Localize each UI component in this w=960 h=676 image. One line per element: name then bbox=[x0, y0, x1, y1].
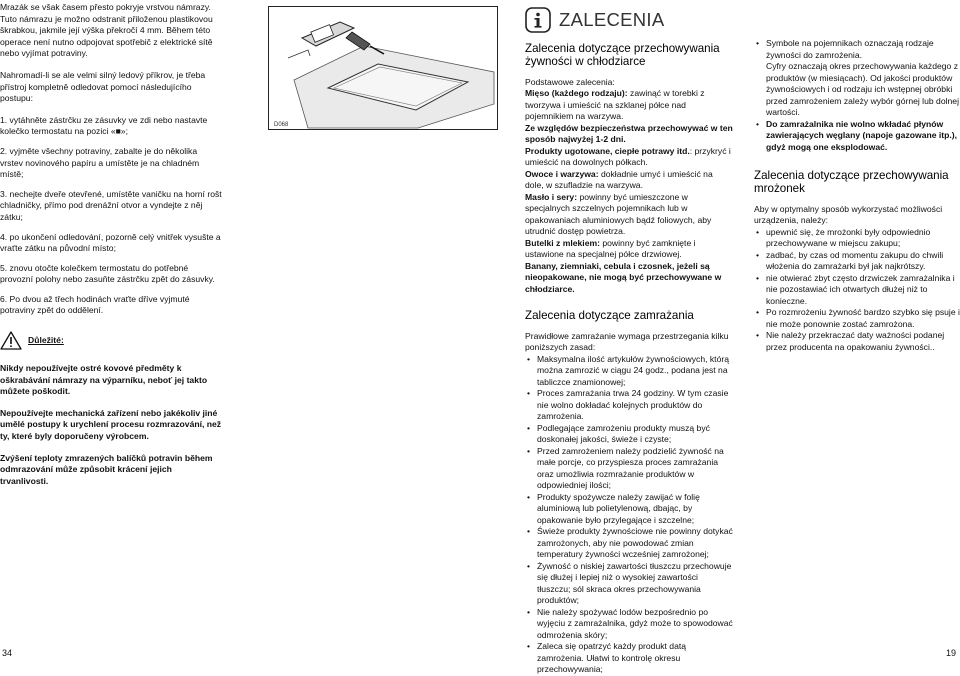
storage-bullet: • zadbać, by czas od momentu zakupu do chwili włożenia do zamrażarki był jak najkrótszy. bbox=[754, 250, 960, 273]
section-header bbox=[525, 6, 733, 34]
step-item: 5. znovu otočte kolečkem termostatu do potřebné provozní polohy nebo zasuňte zástrčku zpět do zásuvky. bbox=[0, 262, 215, 285]
fridge-paragraph bbox=[525, 146, 733, 169]
freeze-bullet: • Żywność o niskiej zawartości tłuszczu przechowuje się dłużej i lepiej niż o wysokiej zawartości tłuszczu; sól skraca okres przechowywania produktów; bbox=[525, 561, 733, 607]
section-title: ZALECENIA bbox=[559, 9, 665, 31]
storage-bullet: • upewnić się, że mrożonki były odpowiednio przechowywane w miejscu zakupu; bbox=[754, 227, 960, 250]
fridge-paragraph bbox=[525, 77, 733, 89]
bold-run: Do zamrażalnika nie wolno wkładać płynów zawierających węglany (napoje gazowane itp.), gdyż mogą one eksplodować. bbox=[766, 118, 958, 152]
defrost-steps bbox=[0, 115, 222, 317]
page-number-right: 19 bbox=[945, 648, 956, 658]
freeze-bullet: • Proces zamrażania trwa 24 godziny. W tym czasie nie wolno dokładać kolejnych produktów do zamrożenia. bbox=[525, 388, 733, 423]
fridge-paragraph bbox=[525, 88, 733, 123]
text-run: Symbole na pojemnikach oznaczają rodzaje żywności do zamrożenia. bbox=[766, 38, 934, 60]
bold-run: Mięso (każdego rodzaju): bbox=[525, 88, 631, 99]
storage-bullet: • Nie należy przekraczać daty ważności podanej przez producenta na opakowaniu żywności.. bbox=[754, 330, 960, 353]
fridge-heading: Zalecenia dotyczące przechowywania żywności w chłodziarce bbox=[525, 42, 720, 69]
freeze-bullet: • Maksymalna ilość artykułów żywnościowych, którą można zamrozić w ciągu 24 godz., podana jest na tabliczce znamionowej; bbox=[525, 354, 733, 389]
fridge-paragraph bbox=[525, 238, 733, 261]
step-item: 2. vyjměte všechny potraviny, zabalte je do několika vrstev novinového papíru a umístěte je na chladném místě; bbox=[0, 145, 200, 180]
fridge-paragraph bbox=[525, 123, 733, 146]
fridge-paragraph bbox=[525, 261, 733, 296]
storage-bullet: • nie otwierać zbyt często drzwiczek zamrażalnika i nie pozostawiać ich otwartych dłużej niż to konieczne. bbox=[754, 273, 960, 308]
important-heading bbox=[0, 331, 222, 350]
continuation-text bbox=[754, 61, 960, 119]
drain-plug-figure bbox=[268, 6, 498, 130]
text-run: zawinąć w torebki z tworzywa i umieścić na szklanej półce nad pojemnikiem na warzywa. bbox=[525, 88, 705, 122]
page-number-left: 34 bbox=[2, 648, 13, 658]
right-column bbox=[754, 38, 960, 353]
text-run: Podstawowe zalecenia: bbox=[525, 76, 615, 87]
freeze-bullet: • Podlegające zamrożeniu produkty muszą być doskonałej jakości, świeże i czyste; bbox=[525, 423, 733, 446]
freeze-bullet: • Nie należy spożywać lodów bezpośrednio po wyjęciu z zamrażalnika, gdyż może to spowodować odmrożenia skóry; bbox=[525, 607, 733, 642]
symbols-list bbox=[754, 38, 960, 153]
freeze-bullet: • Produkty spożywcze należy zawijać w folię aluminiową lub polietylenową, dbając, by opakowanie było przylegające i szczelne; bbox=[525, 492, 733, 527]
warning-paragraph: Nikdy nepoužívejte ostré kovové předměty k oškrabávání námrazy na výparníku, neboť jej takto můžete poškodit. bbox=[0, 363, 208, 397]
text-run: : przykryć i umieścić na dowolnych półkach. bbox=[525, 145, 731, 168]
step-item: 6. Po dvou až třech hodinách vraťte dříve vyjmuté potraviny zpět do oddělení. bbox=[0, 293, 190, 316]
text-run: powinny być umieszczone w specjalnych szczelnych pojemnikach lub w opakowaniach aluminiowych bądź foliowych, aby utrudnić dostęp powietrza. bbox=[525, 191, 712, 237]
step-item: 4. po ukončení odledování, pozorně celý vnitřek vysušte a vraťte zátku na původní místo; bbox=[0, 231, 221, 254]
freeze-bullet: • Świeże produkty żywnościowe nie powinny dotykać zamrożonych, aby nie powodować zmian temperatury żywności wcześniej zamrożonej; bbox=[525, 526, 733, 561]
bold-run: Banany, ziemniaki, cebula i czosnek, jeżeli są nieopakowane, nie mogą być przechowywane w chłodziarce. bbox=[525, 260, 722, 294]
fridge-paragraph bbox=[525, 169, 733, 192]
bold-run: Ze względów bezpieczeństwa przechowywać w ten sposób najwyżej 1-2 dni. bbox=[525, 122, 733, 145]
step-item: 3. nechejte dveře otevřené, umístěte vaničku na horní rošt chladničky, přímo pod drenážní otvor a vyndejte z něj zátku; bbox=[0, 188, 222, 222]
text-run: powinny być zamknięte i ustawione na specjalnej półce drzwiowej. bbox=[525, 237, 696, 260]
storage-intro: Aby w optymalny sposób wykorzystać możliwości urządzenia, należy: bbox=[754, 203, 943, 226]
warning-triangle-icon bbox=[0, 331, 22, 350]
freeze-intro: Prawidłowe zamrażanie wymaga przestrzegania kilku poniższych zasad: bbox=[525, 330, 729, 353]
freeze-bullet: • Zaleca się opatrzyć każdy produkt datą zamrożenia. Ułatwi to kontrolę okresu przechowywania; bbox=[525, 641, 733, 676]
warning-paragraph: Nepoužívejte mechanická zařízení nebo jakékoliv jiné umělé postupy k urychlení procesu rozmrazování, než ty, které byly doporučeny výrobcem. bbox=[0, 407, 222, 442]
fridge-recommendations bbox=[525, 77, 733, 296]
bold-run: Owoce i warzywa: bbox=[525, 168, 601, 179]
bold-run: Produkty ugotowane, ciepłe potrawy itd. bbox=[525, 145, 690, 156]
warning-paragraph: Zvýšení teploty zmrazených balíčků potravin během odmrazování může způsobit krácení jejich trvanlivosti. bbox=[0, 452, 213, 486]
storage-list bbox=[754, 227, 960, 354]
intro-paragraph: Mrazák se však časem přesto pokryje vrstvou námrazy. Tuto námrazu je možno odstranit přiloženou plastikovou škrabkou, jakmile její výška překročí 4 mm. Během této operace není nutno odpojovat spotřebič z elektrické sítě nebo vyjímat potraviny. bbox=[0, 2, 213, 59]
left-column bbox=[0, 2, 222, 497]
drain-plug-illustration bbox=[268, 6, 498, 130]
freeze-bullet: • Przed zamrożeniem należy podzielić żywność na małe porcje, co przyspiesza proces zamrażania oraz umożliwia rozmrażanie produktów w odpowiedniej ilości; bbox=[525, 446, 733, 492]
freeze-heading: Zalecenia dotyczące zamrażania bbox=[525, 309, 694, 323]
bold-run: Masło i sery: bbox=[525, 191, 580, 202]
text-run: Cyfry oznaczają okres przechowywania każdego z produktów (w miesiącach). Od jakości produktów żywnościowych i od rodzaju ich wstępnej obróbki przed zamrożeniem zależy wybór górnej lub dolnej wartości. bbox=[766, 61, 959, 117]
intro-paragraph: Nahromadí-li se ale velmi silný ledový příkrov, je třeba přístroj kompletně odledovat pomocí následujícího postupu: bbox=[0, 69, 206, 104]
storage-heading: Zalecenia dotyczące przechowywania mrożonek bbox=[754, 169, 949, 196]
step-item: 1. vytáhněte zástrčku ze zásuvky ve zdi nebo nastavte kolečko termostatu na pozici «■»; bbox=[0, 114, 208, 137]
important-label: Důležité: bbox=[28, 334, 64, 345]
fridge-paragraph bbox=[525, 192, 733, 238]
middle-column bbox=[525, 6, 733, 676]
figure-code: D068 bbox=[274, 122, 289, 128]
text-run: dokładnie umyć i umieścić na dole, w szufladzie na warzywa. bbox=[525, 168, 713, 191]
freeze-list bbox=[525, 354, 733, 676]
symbols-bullet bbox=[754, 38, 960, 61]
bold-run: Butelki z mlekiem: bbox=[525, 237, 603, 248]
symbols-bullet bbox=[754, 119, 960, 154]
info-icon bbox=[525, 7, 551, 33]
storage-bullet: • Po rozmrożeniu żywność bardzo szybko się psuje i nie może ponownie zostać zamrożona. bbox=[754, 307, 960, 330]
